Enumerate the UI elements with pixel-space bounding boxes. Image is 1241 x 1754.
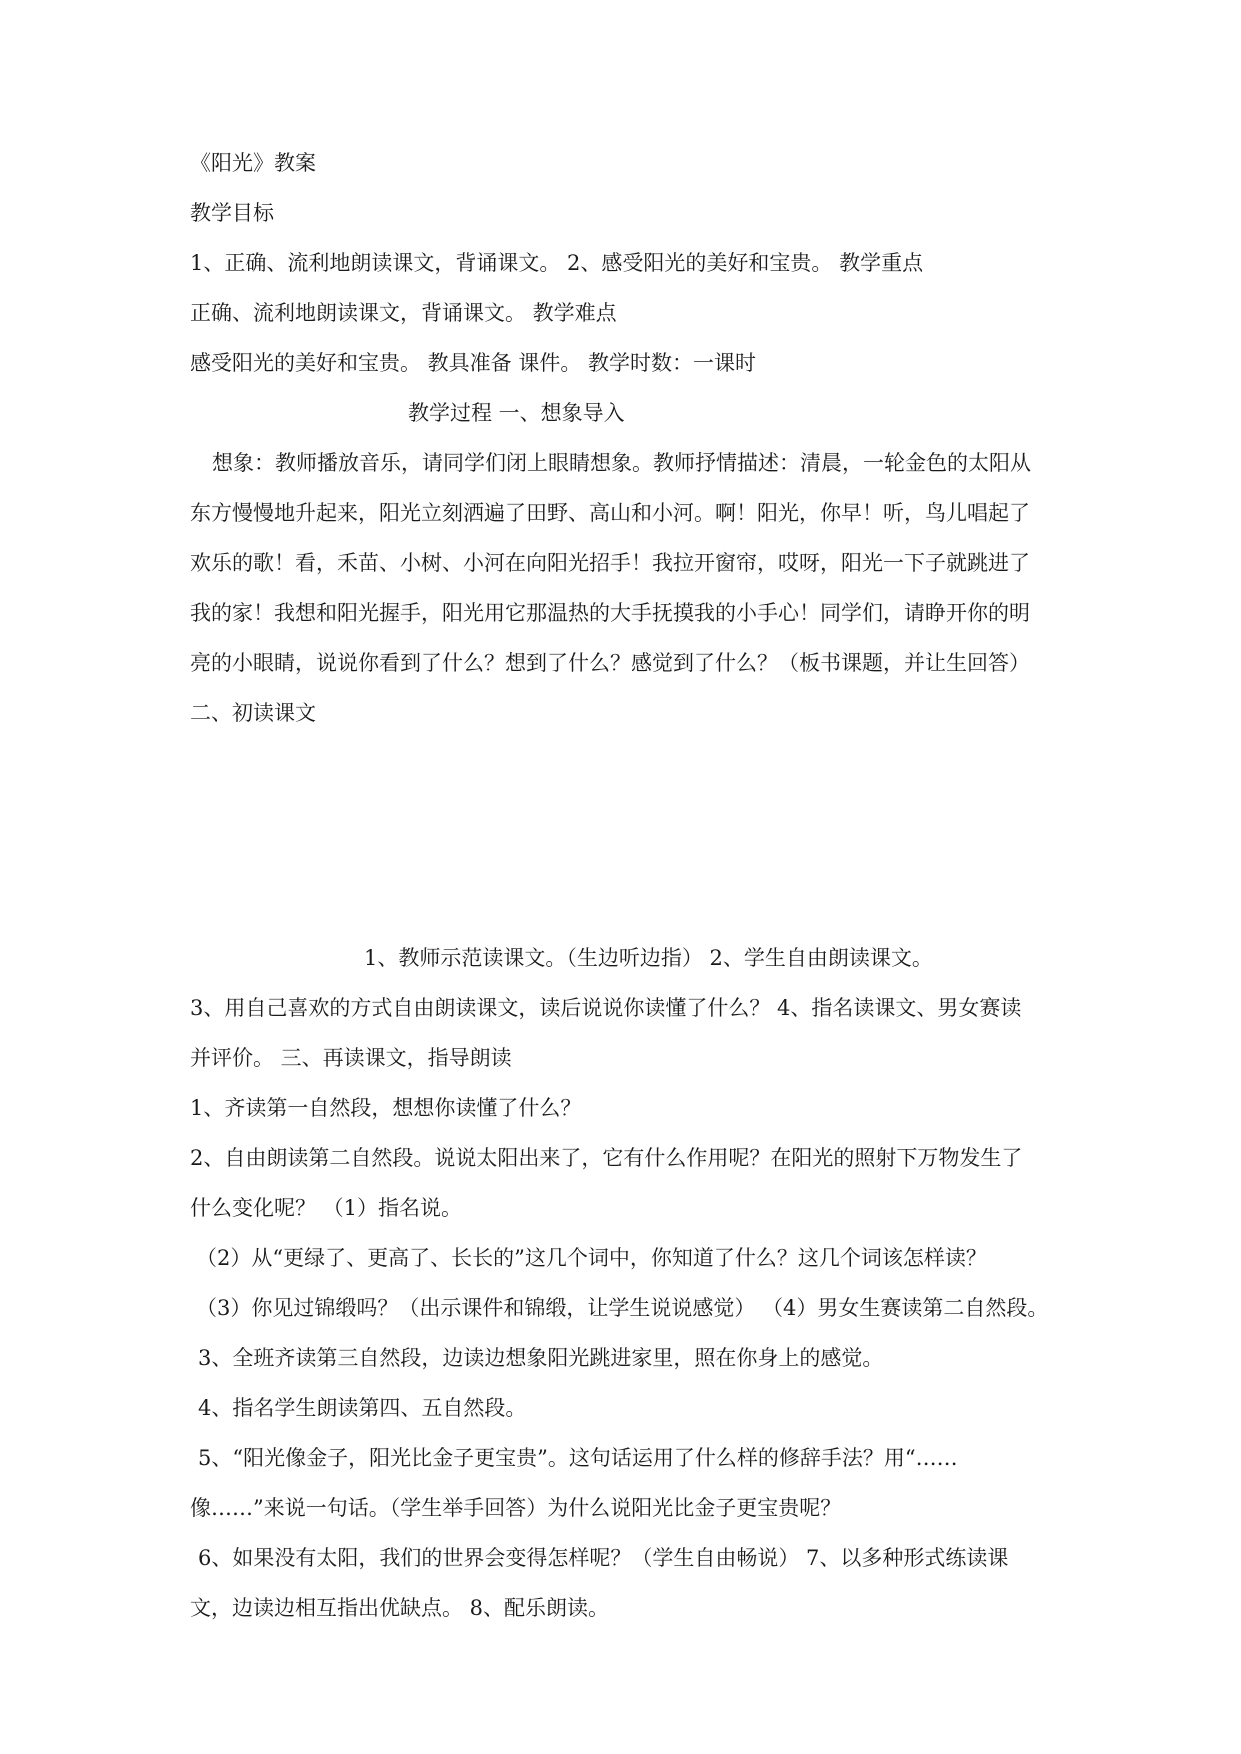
- text-line: 6、如果没有太阳，我们的世界会变得怎样呢？（学生自由畅说） 7、以多种形式练读课: [198, 1546, 1009, 1570]
- text-line: 2、自由朗读第二自然段。说说太阳出来了，它有什么作用呢？在阳光的照射下万物发生了: [190, 1146, 1023, 1170]
- text-line: 欢乐的歌！看，禾苗、小树、小河在向阳光招手！我拉开窗帘，哎呀，阳光一下子就跳进了: [190, 551, 1030, 575]
- text-line: 亮的小眼睛，说说你看到了什么？想到了什么？感觉到了什么？（板书课题，并让生回答）: [190, 651, 1030, 675]
- text-line: 教学过程 一、想象导入: [408, 401, 625, 425]
- text-line: 想象：教师播放音乐，请同学们闭上眼睛想象。教师抒情描述：清晨，一轮金色的太阳从: [212, 451, 1031, 475]
- text-line: 感受阳光的美好和宝贵。 教具准备 课件。 教学时数：一课时: [190, 351, 757, 375]
- text-line: 3、全班齐读第三自然段，边读边想象阳光跳进家里，照在你身上的感觉。: [198, 1346, 884, 1370]
- section-heading: 二、初读课文: [190, 701, 316, 725]
- text-line: 东方慢慢地升起来，阳光立刻洒遍了田野、高山和小河。啊！阳光，你早！听，鸟儿唱起了: [190, 501, 1030, 525]
- text-line: 1、正确、流利地朗读课文，背诵课文。 2、感受阳光的美好和宝贵。 教学重点: [190, 251, 924, 275]
- text-line: 像……”来说一句话。（学生举手回答）为什么说阳光比金子更宝贵呢？: [190, 1496, 842, 1520]
- text-line: 4、指名学生朗读第四、五自然段。: [198, 1396, 527, 1420]
- document-title: 《阳光》教案: [190, 151, 316, 175]
- text-line: 文，边读边相互指出优缺点。 8、配乐朗读。: [190, 1596, 610, 1620]
- text-line: 1、齐读第一自然段，想想你读懂了什么？: [190, 1096, 582, 1120]
- text-line: 3、用自己喜欢的方式自由朗读课文，读后说说你读懂了什么？ 4、指名读课文、男女赛读: [190, 996, 1022, 1020]
- text-line: 我的家！我想和阳光握手，阳光用它那温热的大手抚摸我的小手心！同学们，请睁开你的明: [190, 601, 1030, 625]
- text-line: 1、教师示范读课文。（生边听边指） 2、学生自由朗读课文。: [364, 946, 933, 970]
- text-line: 5、“阳光像金子，阳光比金子更宝贵”。这句话运用了什么样的修辞手法？用“……: [198, 1446, 958, 1470]
- text-line: 什么变化呢？ （1）指名说。: [190, 1196, 463, 1220]
- text-line: 正确、流利地朗读课文，背诵课文。 教学难点: [190, 301, 617, 325]
- text-line: 教学目标: [190, 201, 274, 225]
- text-line: （2）从“更绿了、更高了、长长的”这几个词中，你知道了什么？这几个词该怎样读？: [196, 1246, 987, 1270]
- text-line: 并评价。 三、再读课文，指导朗读: [190, 1046, 512, 1070]
- text-line: （3）你见过锦缎吗？（出示课件和锦缎，让学生说说感觉） （4）男女生赛读第二自然段。: [196, 1296, 1049, 1320]
